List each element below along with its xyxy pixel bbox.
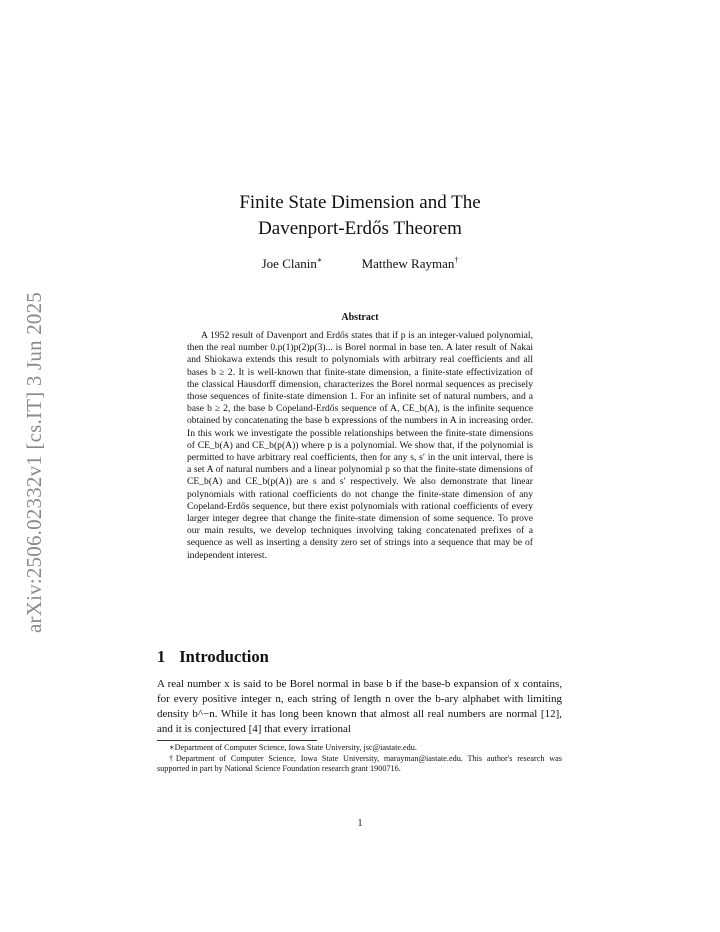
- author-1-name: Joe Clanin: [261, 256, 317, 272]
- title-line-2: Davenport-Erdős Theorem: [258, 218, 462, 239]
- author-2-footnote-mark: †: [454, 256, 459, 265]
- title-line-1: Finite State Dimension and The: [239, 192, 481, 213]
- author-2: [362, 256, 459, 271]
- footnote-1: ∗Department of Computer Science, Iowa State University, jsc@iastate.edu.: [169, 743, 417, 752]
- section-heading: [157, 647, 269, 667]
- author-2-name: Matthew Rayman: [361, 256, 455, 272]
- paper-title: [0, 190, 720, 242]
- author-1: [262, 256, 323, 271]
- section-number: 1: [157, 647, 166, 666]
- abstract-heading: Abstract: [341, 312, 379, 323]
- author-1-footnote-mark: ∗: [316, 256, 323, 265]
- footnotes: [157, 743, 562, 775]
- introduction-paragraph: A real number x is said to be Borel normal in base b if the base-b expansion of x contains, for every positive integer n, each string of length n over the b-ary alphabet with limiting density b^−n. While it has long been known that almost all real numbers are normal [12], and it is conjectured [4] that every irrational: [157, 678, 562, 735]
- arxiv-identifier-stamp: arXiv:2506.02332v1 [cs.IT] 3 Jun 2025: [22, 291, 46, 633]
- footnote-rule: [157, 740, 317, 741]
- page-number: 1: [357, 818, 363, 829]
- abstract-body: A 1952 result of Davenport and Erdős states that if p is an integer-valued polynomial, then the real number 0.p(1)p(2)p(3)... is Borel normal in base ten. A later result of Nakai and Shiokawa extends this result to polynomials with arbitrary real coefficients and all bases b ≥ 2. It is well-known that finite-state dimension, a finite-state effectivization of the classical Hausdorff dimension, characterizes the Borel normal sequences as precisely those sequences of finite-state dimension 1. For an infinite set of natural numbers, and a base b ≥ 2, the base b Copeland-Erdős sequence of A, CE_b(A), is the infinite sequence obtained by concatenating the base b expressions of the numbers in A in increasing order. In this work we investigate the possible relationships between the finite-state dimensions of CE_b(A) and CE_b(p(A)) where p is a polynomial. We show that, if the polynomial is permitted to have arbitrary real coefficients, then for any s, s′ in the unit interval, there is a set A of natural numbers and a linear polynomial p so that the finite-state dimensions of CE_b(A) and CE_b(p(A)) are s and s′ respectively. We also demonstrate that linear polynomials with rational coefficients do not change the finite-state dimension of any Copeland-Erdős sequence, but there exist polynomials with rational coefficients of every larger integer degree that change the finite-state dimension of some sequence. To prove our main results, we develop techniques involving taking concatenated prefixes of a sequence as well as inserting a density zero set of strings into a sequence that may be of independent interest.: [187, 330, 533, 561]
- author-list: [0, 256, 720, 272]
- footnote-2: †Department of Computer Science, Iowa State University, marayman@iastate.edu. This author's research was supported in part by National Science Foundation research grant 1900716.: [157, 753, 562, 773]
- section-title: Introduction: [179, 647, 269, 666]
